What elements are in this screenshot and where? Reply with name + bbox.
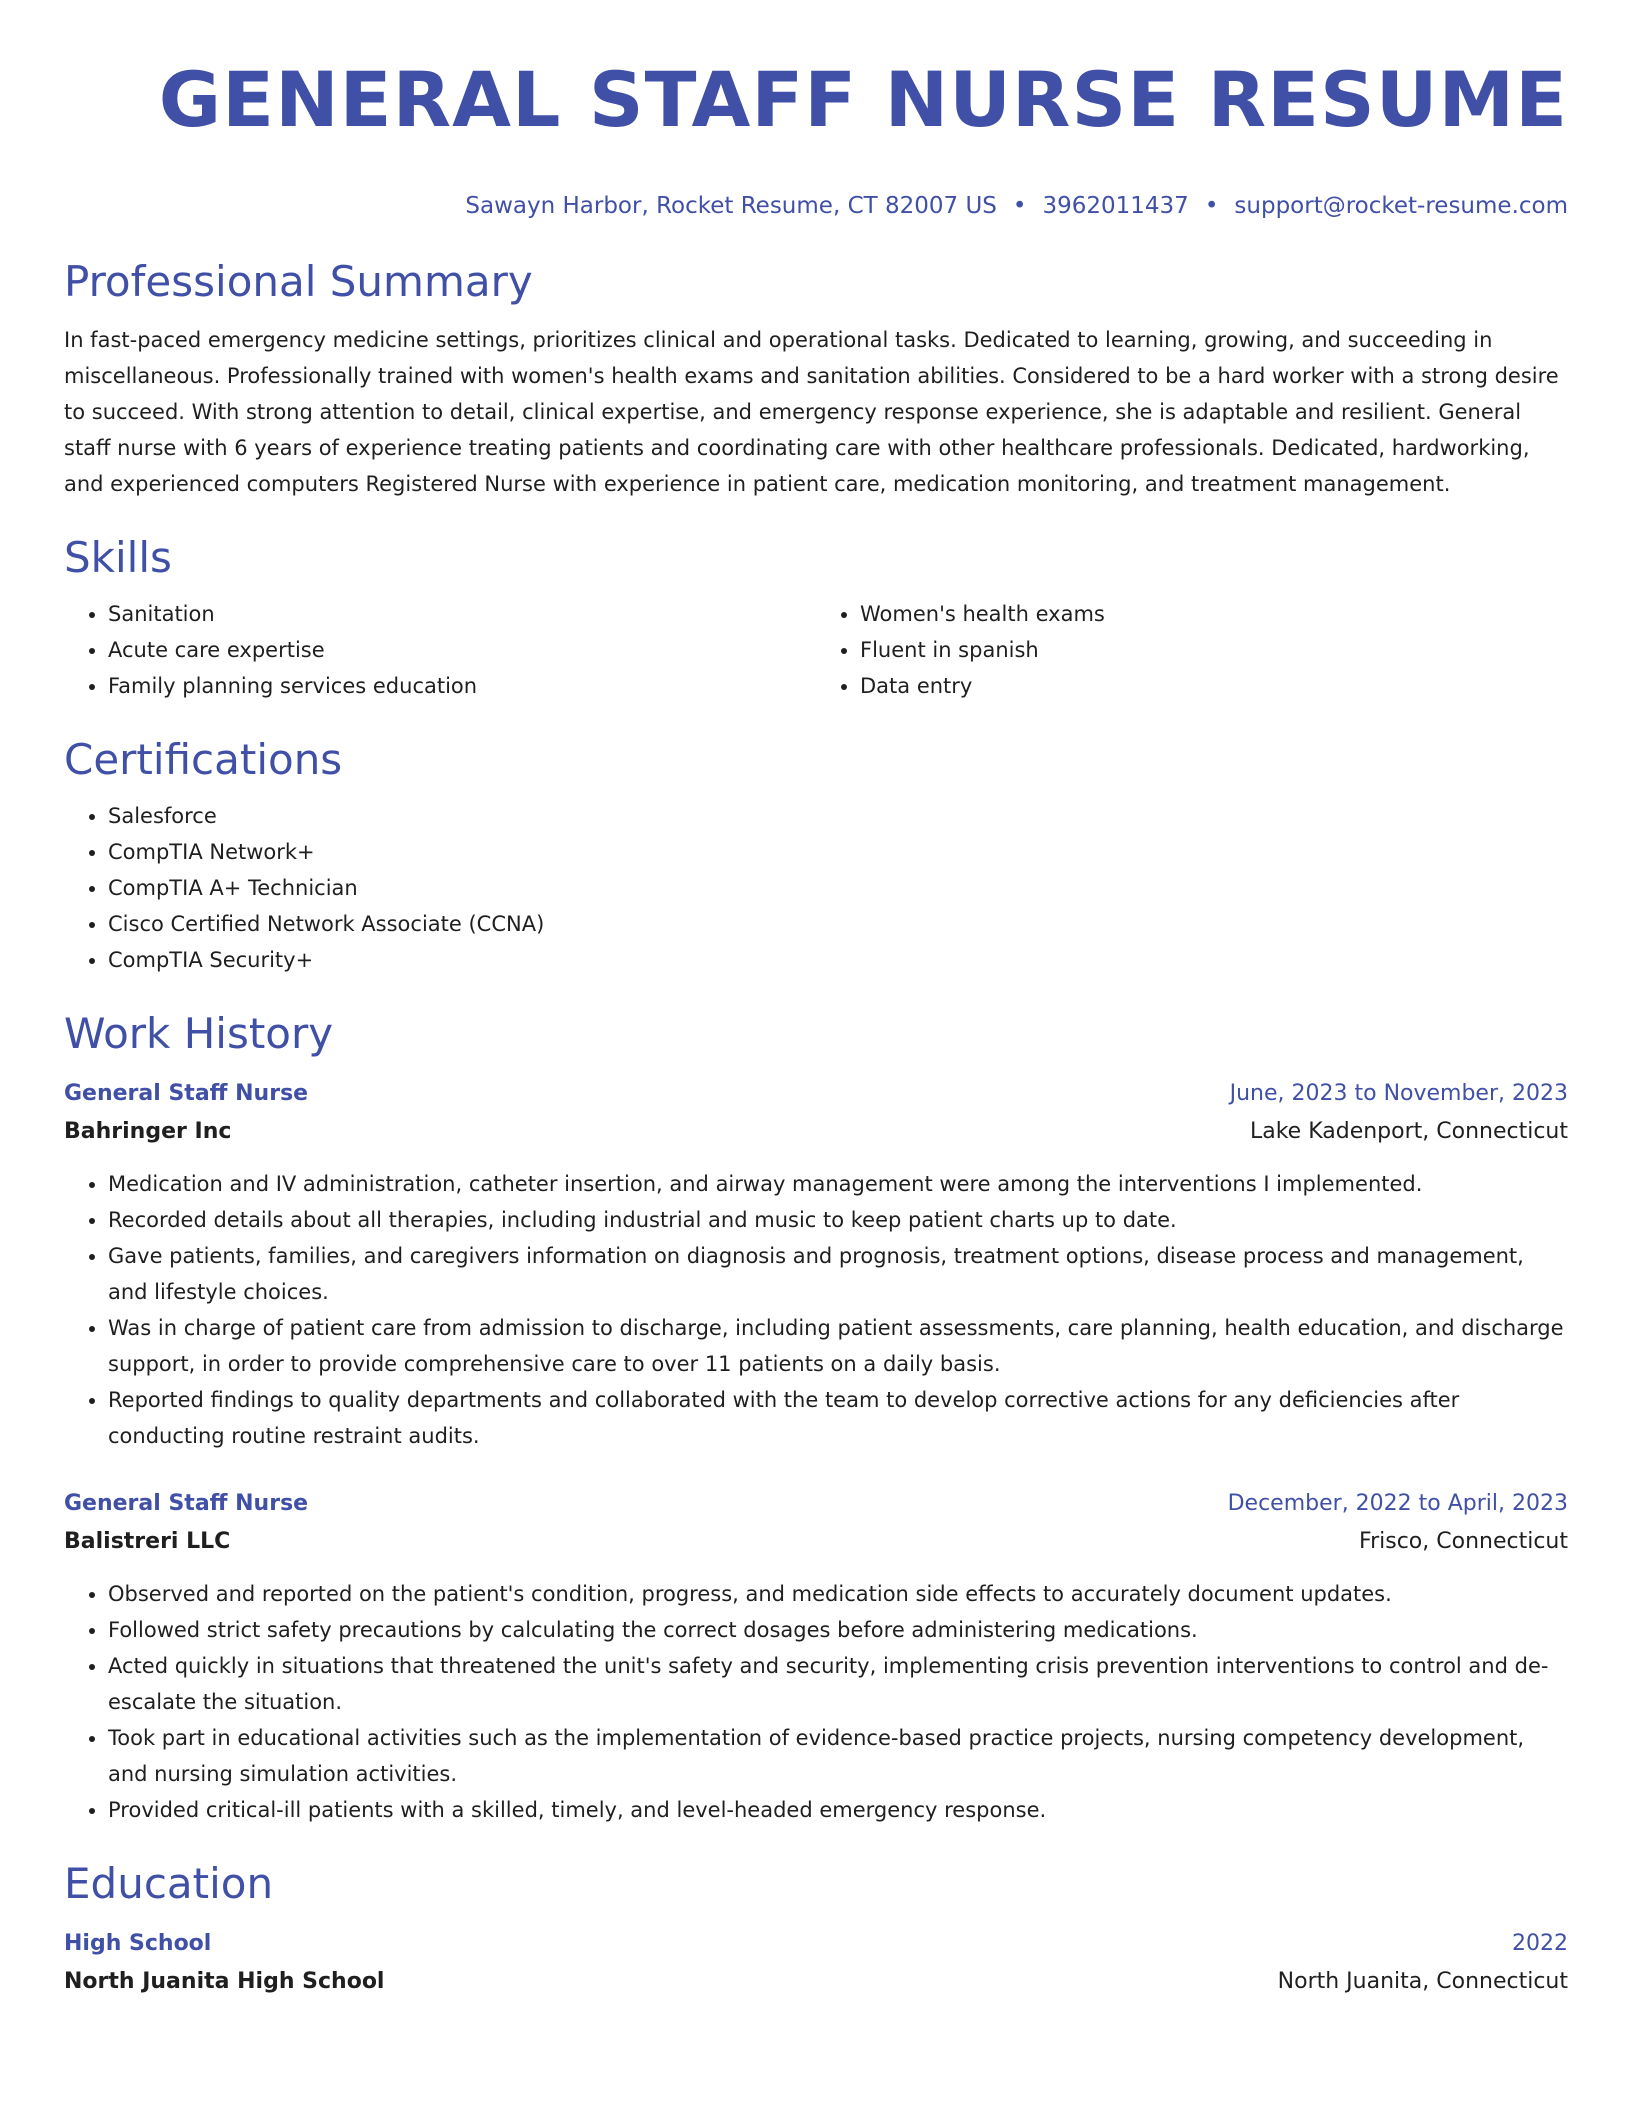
education-entry	[64, 1926, 1568, 2002]
job-header-row	[64, 1486, 1568, 1522]
job-company-row	[64, 1522, 1568, 1562]
job-title: General Staff Nurse	[64, 1491, 309, 1516]
skill-item: • Sanitation	[108, 596, 816, 632]
skills-grid	[64, 596, 1568, 704]
job-dates: June, 2023 to November, 2023	[1229, 1081, 1568, 1106]
education-school: North Juanita High School	[64, 1969, 385, 1994]
skills-list-right	[816, 596, 1568, 704]
job-bullets	[64, 1166, 1568, 1454]
job-bullet: • Reported findings to quality departments and collaborated with the team to develop corrective actions for any deficiencies after conducting routine restraint audits.	[108, 1382, 1568, 1454]
contact-line	[64, 190, 1568, 222]
work-history-heading: Work History	[64, 1009, 334, 1058]
education-school-row	[64, 1962, 1568, 2002]
skill-item: • Data entry	[860, 668, 1568, 704]
job-bullet: • Gave patients, families, and caregivers information on diagnosis and prognosis, treatment options, disease process and management, and lifestyle choices.	[108, 1238, 1568, 1310]
job-bullet: • Observed and reported on the patient's condition, progress, and medication side effects to accurately document updates.	[108, 1576, 1568, 1612]
job-title: General Staff Nurse	[64, 1081, 309, 1106]
skill-item: • Women's health exams	[860, 596, 1568, 632]
education-degree: High School	[64, 1931, 212, 1956]
skills-list-left	[64, 596, 816, 704]
job-bullet: • Recorded details about all therapies, including industrial and music to keep patient charts up to date.	[108, 1202, 1568, 1238]
skill-item: • Family planning services education	[108, 668, 816, 704]
certification-item: • Salesforce	[108, 798, 1568, 834]
job-bullet: • Provided critical-ill patients with a skilled, timely, and level-headed emergency response.	[108, 1792, 1568, 1828]
job-header-row	[64, 1076, 1568, 1112]
job-bullet: • Was in charge of patient care from admission to discharge, including patient assessments, care planning, health education, and discharge support, in order to provide comprehensive care to over 11 patients on a daily basis.	[108, 1310, 1568, 1382]
skill-item: • Fluent in spanish	[860, 632, 1568, 668]
contact-email: support@rocket-resume.com	[1234, 193, 1568, 219]
job-location: Frisco, Connecticut	[1359, 1529, 1568, 1554]
skill-item: • Acute care expertise	[108, 632, 816, 668]
job-bullet: • Followed strict safety precautions by calculating the correct dosages before administering medications.	[108, 1612, 1568, 1648]
certifications-list	[64, 798, 1568, 978]
job-entry	[64, 1486, 1568, 1828]
certification-item: • CompTIA Network+	[108, 834, 1568, 870]
job-company: Bahringer Inc	[64, 1119, 232, 1144]
summary-text: In fast-paced emergency medicine settings, prioritizes clinical and operational tasks. Dedicated to learning, growing, and succeeding in miscellaneous. Professionally trained with women's health exams and sanitation abilities. Considered to be a hard worker with a strong desire to succeed. With strong attention to detail, clinical expertise, and emergency response experience, she is adaptable and resilient. General staff nurse with 6 years of experience treating patients and coordinating care with other healthcare professionals. Dedicated, hardworking, and experienced computers Registered Nurse with experience in patient care, medication monitoring, and treatment management.	[64, 328, 1559, 496]
job-location: Lake Kadenport, Connecticut	[1249, 1119, 1568, 1144]
education-header-row	[64, 1926, 1568, 1962]
job-company-row	[64, 1112, 1568, 1152]
job-bullet: • Acted quickly in situations that threatened the unit's safety and security, implementing crisis prevention interventions to control and de-escalate the situation.	[108, 1648, 1568, 1720]
contact-separator: •	[1204, 193, 1219, 219]
job-entry	[64, 1076, 1568, 1454]
education-year: 2022	[1512, 1931, 1568, 1956]
contact-address: Sawayn Harbor, Rocket Resume, CT 82007 US	[465, 193, 997, 219]
education-location: North Juanita, Connecticut	[1277, 1969, 1568, 1994]
education-heading: Education	[64, 1859, 274, 1908]
job-bullet: • Took part in educational activities such as the implementation of evidence-based practice projects, nursing competency development, and nursing simulation activities.	[108, 1720, 1568, 1792]
contact-phone: 3962011437	[1042, 193, 1189, 219]
job-bullets	[64, 1576, 1568, 1828]
job-company: Balistreri LLC	[64, 1529, 231, 1554]
job-bullet: • Medication and IV administration, catheter insertion, and airway management were among the interventions I implemented.	[108, 1166, 1568, 1202]
certification-item: • CompTIA Security+	[108, 942, 1568, 978]
summary-heading: Professional Summary	[64, 257, 533, 306]
job-dates: December, 2022 to April, 2023	[1227, 1491, 1568, 1516]
certifications-heading: Certifications	[64, 735, 343, 784]
resume-title: GENERAL STAFF NURSE RESUME	[158, 55, 1568, 144]
certification-item: • CompTIA A+ Technician	[108, 870, 1568, 906]
contact-separator: •	[1012, 193, 1027, 219]
certification-item: • Cisco Certified Network Associate (CCNA)	[108, 906, 1568, 942]
skills-heading: Skills	[64, 533, 172, 582]
